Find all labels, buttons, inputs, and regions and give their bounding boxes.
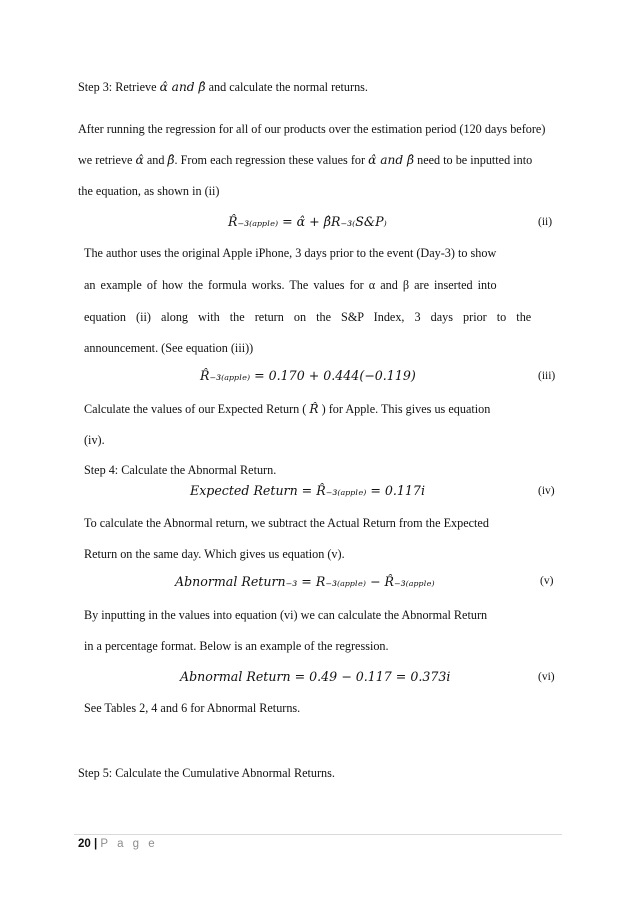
equation-ii: R̂₋₃₍ₐₚₚₗₑ₎ = α̂ + β̂R₋₃₍S&P₎	[228, 214, 387, 229]
para6-line: See Tables 2, 4 and 6 for Abnormal Returns.	[84, 701, 301, 715]
page-number: 20	[78, 838, 91, 850]
equation-iii: R̂₋₃₍ₐₚₚₗₑ₎ = 0.170 + 0.444(−0.119)	[200, 368, 416, 383]
equation-iii-number: (iii)	[538, 370, 556, 382]
para4-line1: To calculate the Abnormal return, we subtract the Actual Return from the Expected	[84, 516, 489, 530]
para1-text-c: . From each regression these values for	[174, 153, 369, 167]
para1-line3: the equation, as shown in (ii)	[78, 184, 220, 198]
para2-line4: announcement. (See equation (iii))	[84, 341, 254, 355]
para3-text-b: ) for Apple. This gives us equation	[318, 402, 491, 416]
para1-text-b: and	[143, 153, 168, 167]
para4-line2: Return on the same day. Which gives us equation (v).	[84, 547, 345, 561]
para2-line1: The author uses the original Apple iPhone, 3 days prior to the event (Day-3) to show	[84, 246, 497, 260]
step3-math: α̂ and β̂	[159, 80, 206, 94]
para1-alpha-beta: α̂ and β̂	[368, 153, 415, 167]
equation-v-number: (v)	[540, 575, 554, 587]
equation-vi-number: (vi)	[538, 671, 555, 683]
equation-ii-number: (ii)	[538, 216, 553, 228]
para3-line2: (iv).	[84, 433, 105, 447]
page-label: P a g e	[100, 838, 158, 850]
equation-iv: Expected Return = R̂₋₃₍ₐₚₚₗₑ₎ = 0.117i	[190, 483, 425, 498]
step3-text-end: and calculate the normal returns.	[205, 80, 368, 94]
para1-text-d: need to be inputted into	[414, 153, 533, 167]
para3-text-a: Calculate the values of our Expected Return (	[84, 402, 310, 416]
para5-line2: in a percentage format. Below is an example of the regression.	[84, 639, 389, 653]
para1-line2	[78, 153, 532, 168]
para2-line3: equation (ii) along with the return on the S&P Index, 3 days prior to the	[84, 310, 532, 324]
equation-iv-number: (iv)	[538, 485, 555, 497]
step4-heading: Step 4: Calculate the Abnormal Return.	[84, 463, 277, 477]
step3-text: Step 3: Retrieve	[78, 80, 160, 94]
para1-line1: After running the regression for all of our products over the estimation period (120 days before)	[78, 122, 546, 136]
para1-text-a: we retrieve	[78, 153, 136, 167]
page-footer	[78, 838, 158, 850]
footer-divider	[74, 834, 562, 835]
para3-line1	[84, 402, 490, 417]
equation-vi: Abnormal Return = 0.49 − 0.117 = 0.373i	[180, 669, 451, 684]
para3-rhat: R̂	[309, 402, 319, 416]
para1-alpha: α̂	[135, 153, 144, 167]
step3-heading	[78, 80, 368, 95]
equation-v: Abnormal Return₋₃ = R₋₃₍ₐₚₚₗₑ₎ − R̂₋₃₍ₐₚₚₗₑ₎	[175, 574, 435, 589]
para1-beta: β̂	[167, 153, 175, 167]
para5-line1: By inputting in the values into equation (vi) we can calculate the Abnormal Return	[84, 608, 488, 622]
para2-line2: an example of how the formula works. The values for α and β are inserted into	[84, 278, 497, 292]
step5-heading: Step 5: Calculate the Cumulative Abnormal Returns.	[78, 766, 335, 780]
footer-separator: |	[94, 838, 98, 850]
